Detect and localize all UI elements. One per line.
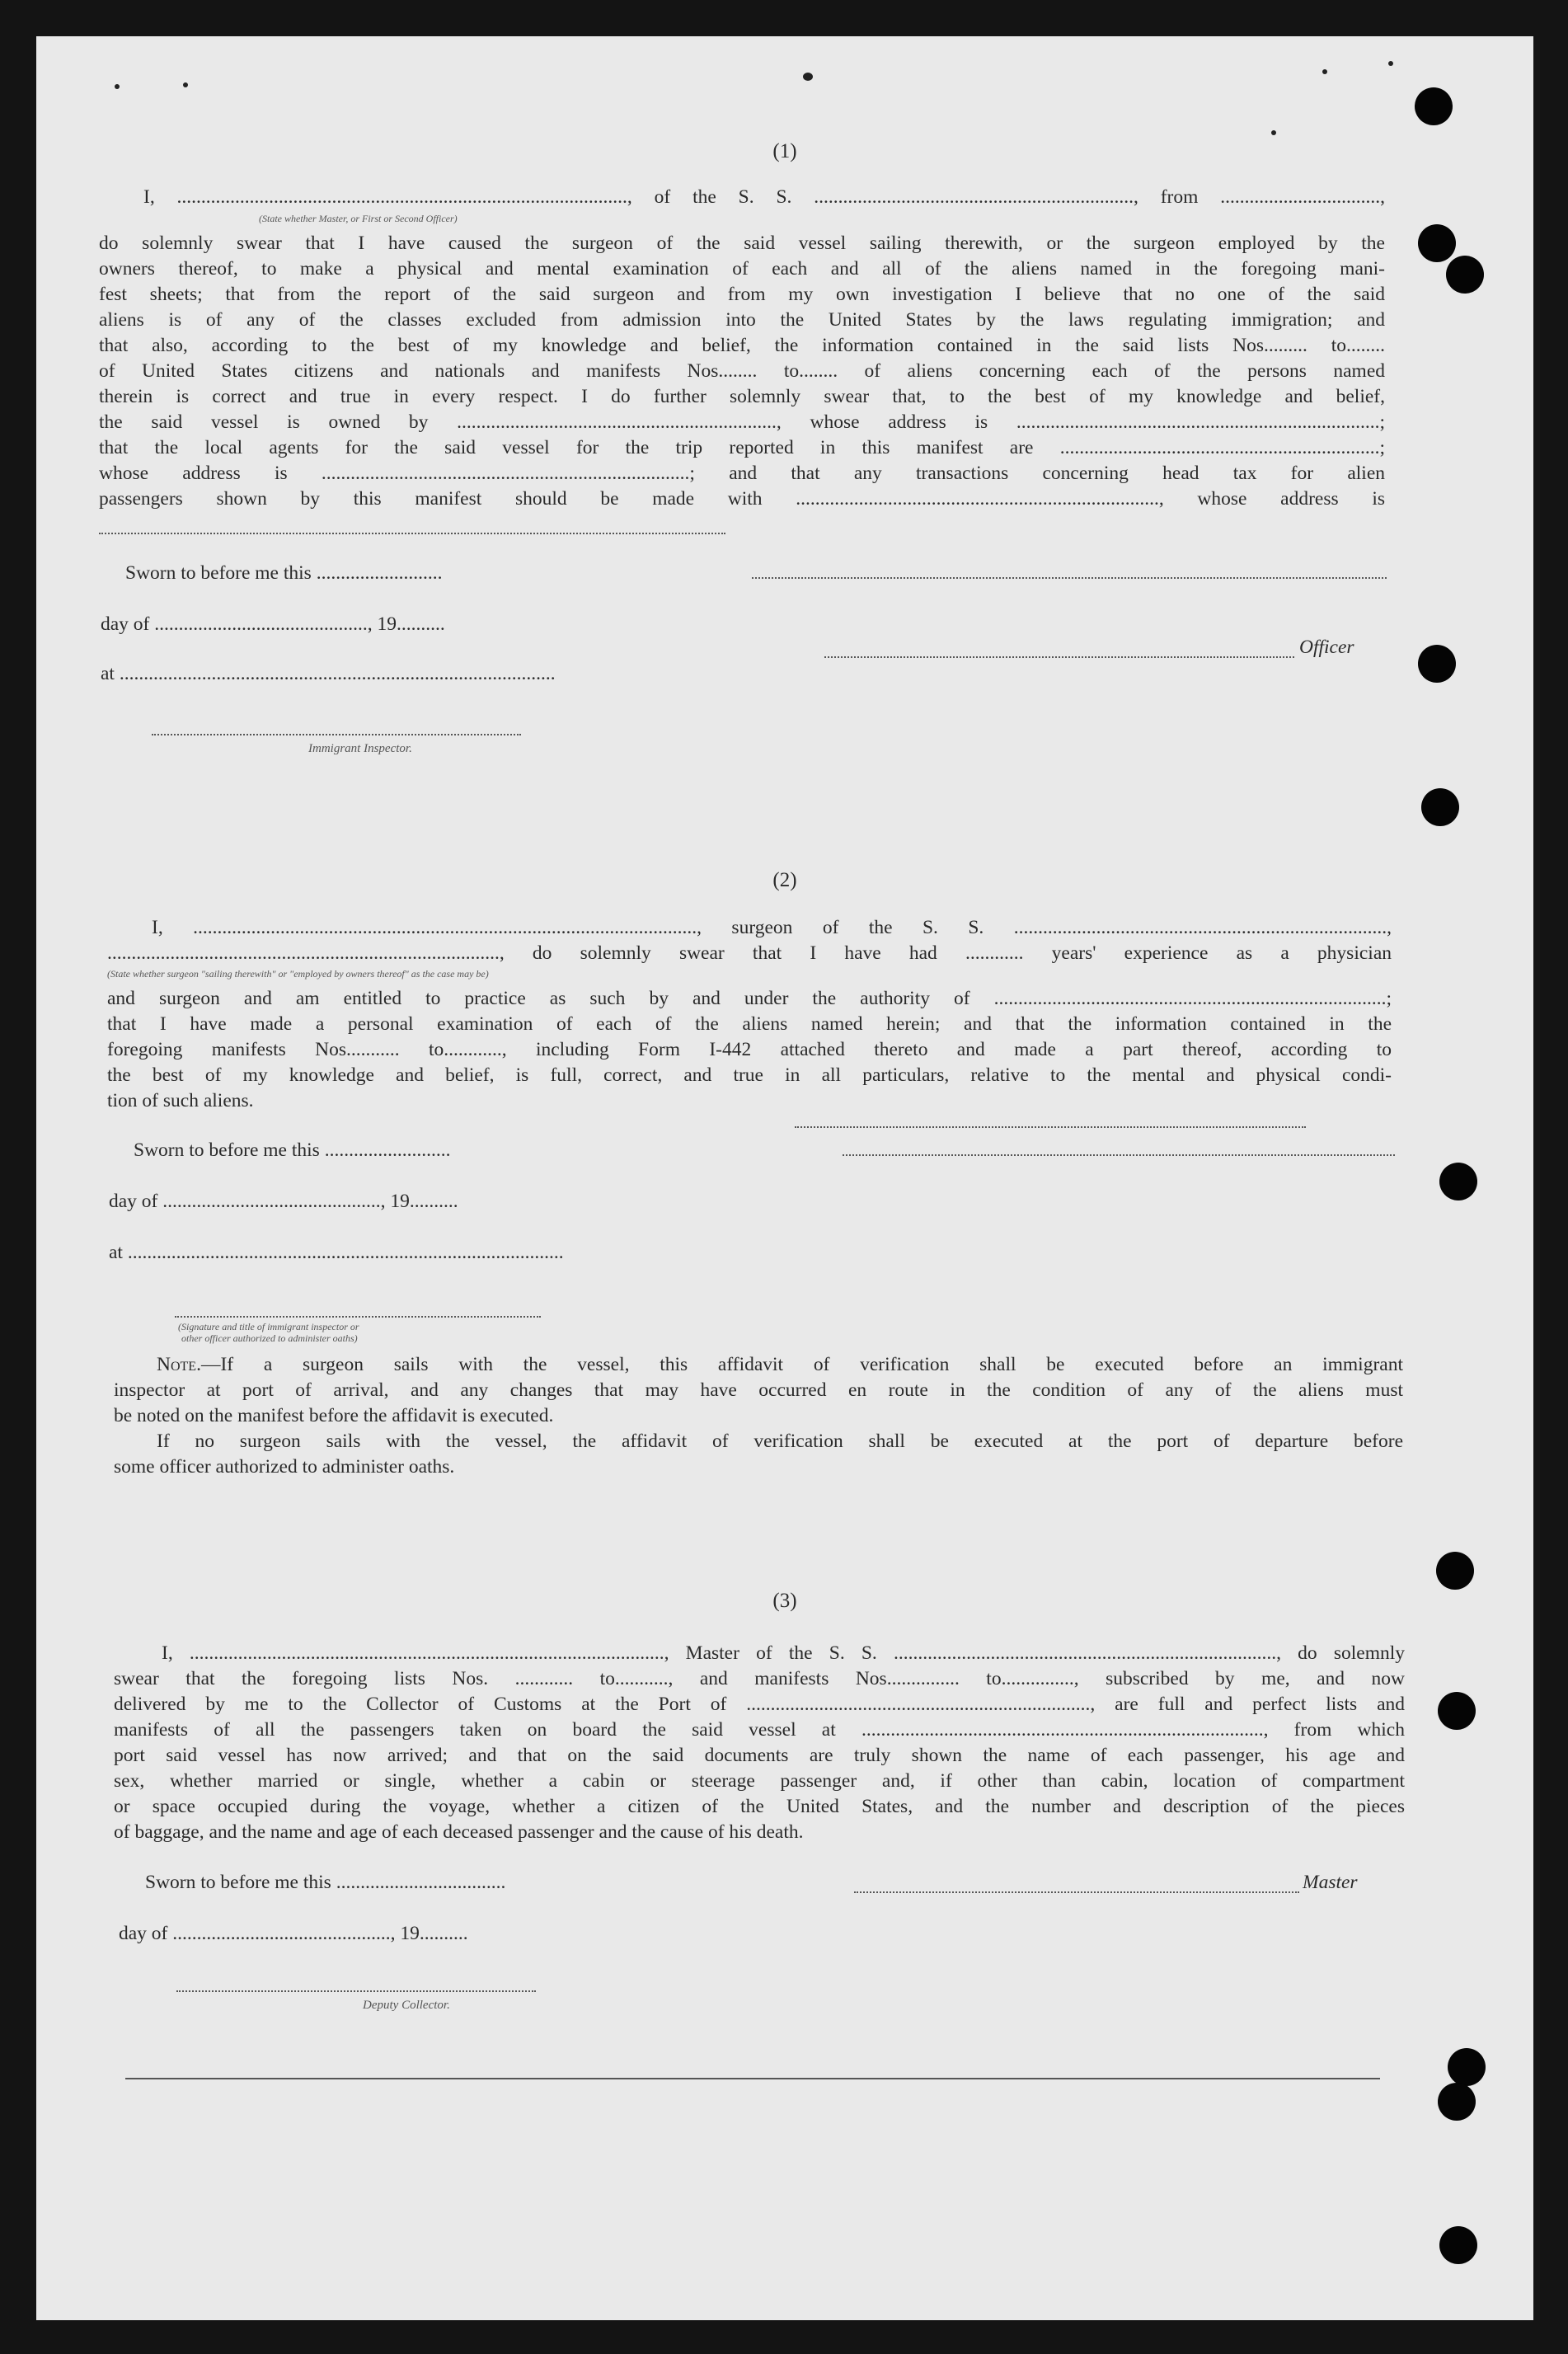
- sworn-before-me-1: Sworn to before me this ..........................: [125, 562, 443, 584]
- officer-blank-line: [752, 577, 1387, 579]
- section-1-line: aliens is of any of the classes excluded from admission into the United States by the laws regulating immigration; and: [99, 309, 1385, 331]
- ink-speck: [1271, 130, 1276, 135]
- punch-hole: [1418, 224, 1456, 262]
- sworn-before-me-3: Sworn to before me this ...................................: [145, 1872, 506, 1893]
- section-1-line: that the local agents for the said vessel for the trip reported in this manifest are ..................................................................;: [99, 437, 1385, 458]
- officer-signature-line: [824, 656, 1294, 658]
- signature-title-note: (Signature and title of immigrant inspector or: [178, 1321, 359, 1332]
- punch-hole: [1438, 1692, 1476, 1730]
- section-2-number: (2): [772, 869, 797, 891]
- day-of-1: day of ............................................, 19..........: [101, 613, 445, 635]
- note-text: —If a surgeon sails with the vessel, this affidavit of verification shall be executed before an immigrant: [200, 1354, 1403, 1375]
- verification-note-line: some officer authorized to administer oaths.: [114, 1456, 455, 1478]
- section-3-line: sex, whether married or single, whether a cabin or steerage passenger and, if other than cabin, location of compartment: [114, 1770, 1405, 1792]
- verification-note-line: be noted on the manifest before the affidavit is executed.: [114, 1405, 554, 1426]
- section-3-line: manifests of all the passengers taken on board the said vessel at ..................................................................................., from which: [114, 1719, 1405, 1741]
- master-rank-note: (State whether Master, or First or Second Officer): [259, 213, 458, 224]
- section-1-line: that also, according to the best of my knowledge and belief, the information contained in the said lists Nos......... to........: [99, 335, 1385, 356]
- section-1-line: fest sheets; that from the report of the said surgeon and from my own investigation I believe that no one of the said: [99, 284, 1385, 305]
- sworn-before-me-2: Sworn to before me this ..........................: [134, 1139, 451, 1161]
- examiner-signature-line: [175, 1316, 541, 1318]
- day-of-2: day of ............................................., 19..........: [109, 1191, 458, 1212]
- section-1-line: of United States citizens and nationals and manifests Nos........ to........ of aliens concerning each of the persons named: [99, 360, 1385, 382]
- surgeon-type-note: (State whether surgeon "sailing therewith" or "employed by owners thereof" as the case may be): [107, 968, 489, 980]
- officer-label: Officer: [1299, 637, 1354, 658]
- section-2-line: ................................................................................., do solemnly swear that I have had ............ years' experience as a physician: [107, 942, 1392, 964]
- verification-note-line: inspector at port of arrival, and any changes that may have occurred en route in the condition of any of the aliens must: [114, 1379, 1403, 1401]
- punch-hole: [1446, 256, 1484, 294]
- deputy-collector-label: Deputy Collector.: [363, 1999, 450, 2012]
- manifest-affidavit-page: [36, 36, 1533, 2320]
- section-3-line: port said vessel has now arrived; and that on the said documents are truly shown the name of each passenger, his age and: [114, 1745, 1405, 1766]
- section-1-line: owners thereof, to make a physical and mental examination of each and all of the aliens named in the foregoing mani-: [99, 258, 1385, 280]
- ink-speck: [1322, 69, 1327, 74]
- at-place-1: at ..........................................................................................: [101, 663, 556, 684]
- immigrant-inspector-label: Immigrant Inspector.: [308, 742, 412, 755]
- section-2-line: I, ........................................................................................................, surgeon of the S. S. .............................................................................,: [152, 917, 1392, 938]
- section-1-line: passengers shown by this manifest should be made with ..........................................................................., whose address is: [99, 488, 1385, 510]
- surgeon-blank-line: [795, 1126, 1306, 1128]
- signature-title-note: other officer authorized to administer oaths): [181, 1332, 358, 1344]
- section-3-line: or space occupied during the voyage, whether a citizen of the United States, and the number and description of the pieces: [114, 1796, 1405, 1817]
- punch-hole: [1439, 2226, 1477, 2264]
- master-label: Master: [1303, 1872, 1358, 1893]
- verification-note-line: If no surgeon sails with the vessel, the affidavit of verification shall be executed at the port of departure before: [157, 1431, 1403, 1452]
- bottom-rule: [125, 2078, 1380, 2079]
- blank-line: [99, 533, 725, 534]
- section-3-number: (3): [772, 1590, 797, 1612]
- ink-speck: [803, 73, 813, 81]
- ink-speck: [1388, 61, 1393, 66]
- section-2-line: tion of such aliens.: [107, 1090, 254, 1111]
- day-of-3: day of ............................................., 19..........: [119, 1923, 468, 1944]
- punch-hole: [1415, 87, 1453, 125]
- master-signature-line: [854, 1891, 1299, 1893]
- ink-speck: [115, 84, 120, 89]
- punch-hole: [1421, 788, 1459, 826]
- verification-note: [157, 1352, 1403, 1378]
- section-1-line: whose address is ............................................................................; and that any transactions concerning head tax for alien: [99, 463, 1385, 484]
- section-1-line: therein is correct and true in every respect. I do further solemnly swear that, to the best of my knowledge and belief,: [99, 386, 1385, 407]
- punch-hole: [1438, 2083, 1476, 2121]
- punch-hole: [1439, 1163, 1477, 1200]
- punch-hole: [1418, 645, 1456, 683]
- punch-hole: [1436, 1552, 1474, 1590]
- section-3-line: I, .................................................................................................., Master of the S. S. ..............................................................................., do solemnly: [162, 1642, 1405, 1664]
- section-3-line: delivered by me to the Collector of Customs at the Port of ......................................................................., are full and perfect lists and: [114, 1694, 1405, 1715]
- section-1-number: (1): [772, 140, 797, 162]
- note-label: Note.: [157, 1354, 201, 1375]
- inspector-signature-line: [152, 734, 521, 735]
- section-2-line: and surgeon and am entitled to practice as such by and under the authority of .................................................................................;: [107, 988, 1392, 1009]
- collector-signature-line: [176, 1990, 536, 1992]
- section-2-line: that I have made a personal examination of each of the aliens named herein; and that the information contained in the: [107, 1013, 1392, 1035]
- ink-speck: [183, 82, 188, 87]
- section-2-line: the best of my knowledge and belief, is full, correct, and true in all particulars, relative to the mental and physical condi-: [107, 1064, 1392, 1086]
- section-1-line: I, ............................................................................................., of the S. S. .................................................................., from .................................,: [143, 186, 1385, 208]
- punch-hole: [1448, 2048, 1486, 2086]
- at-place-2: at ..........................................................................................: [109, 1242, 564, 1263]
- section-1-line: the said vessel is owned by .................................................................., whose address is ...........................................................................;: [99, 411, 1385, 433]
- surgeon-signature-line: [843, 1154, 1395, 1156]
- section-2-line: foregoing manifests Nos........... to............, including Form I-442 attached thereto and made a part thereof, according to: [107, 1039, 1392, 1060]
- section-3-line: of baggage, and the name and age of each deceased passenger and the cause of his death.: [114, 1821, 804, 1843]
- section-3-line: swear that the foregoing lists Nos. ............ to..........., and manifests Nos............... to..............., subscribed by me, and now: [114, 1668, 1405, 1689]
- section-1-line: do solemnly swear that I have caused the surgeon of the said vessel sailing therewith, or the surgeon employed by the: [99, 233, 1385, 254]
